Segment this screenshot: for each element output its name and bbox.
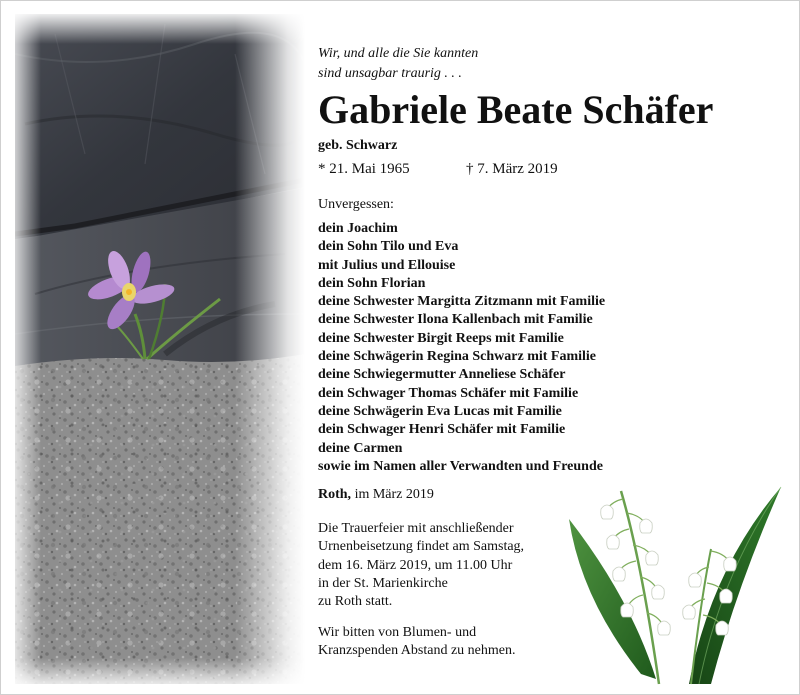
mourner-line: dein Sohn Tilo und Eva (318, 239, 459, 255)
request-line: Kranzspenden Abstand zu nehmen. (318, 643, 516, 659)
deceased-name: Gabriele Beate Schäfer (318, 87, 714, 132)
unvergessen-label: Unvergessen: (318, 197, 394, 212)
lily-of-the-valley-image (561, 479, 791, 689)
place-month: im März 2019 (351, 487, 434, 502)
birth-date: * 21. Mai 1965 (318, 161, 410, 177)
mourner-line: deine Schwester Ilona Kallenbach mit Familie (318, 312, 593, 328)
mourner-line: dein Joachim (318, 221, 398, 236)
mourner-line: deine Schwiegermutter Anneliese Schäfer (318, 367, 566, 383)
mourner-line: sowie im Namen aller Verwandten und Freunde (318, 458, 603, 474)
ceremony-info (318, 520, 568, 611)
intro-verse (318, 44, 618, 84)
birth-name: geb. Schwarz (318, 138, 398, 153)
death-date: † 7. März 2019 (466, 161, 558, 177)
donation-request (318, 624, 568, 661)
mourners-list (318, 220, 605, 476)
mourner-line: dein Schwager Henri Schäfer mit Familie (318, 422, 566, 438)
intro-line-1: Wir, und alle die Sie kannten (318, 46, 479, 61)
mourner-line: deine Schwägerin Regina Schwarz mit Familie (318, 349, 597, 365)
ceremony-line: dem 16. März 2019, um 11.00 Uhr (318, 557, 513, 573)
intro-line-2: sind unsagbar traurig . . . (318, 66, 462, 81)
mourner-line: deine Schwester Margitta Zitzmann mit Familie (318, 294, 606, 310)
mourner-line: deine Schwester Birgit Reeps mit Familie (318, 330, 564, 346)
ceremony-line: Die Trauerfeier mit anschließender (318, 521, 514, 536)
ceremony-line: in der St. Marienkirche (318, 575, 448, 591)
mourner-line: dein Schwager Thomas Schäfer mit Familie (318, 385, 579, 401)
mourner-line: mit Julius und Ellouise (318, 257, 456, 273)
place-date (318, 487, 434, 503)
mourner-line: dein Sohn Florian (318, 275, 426, 291)
mourner-line: deine Schwägerin Eva Lucas mit Familie (318, 403, 562, 419)
mourner-line: deine Carmen (318, 440, 403, 456)
ceremony-line: zu Roth statt. (318, 594, 393, 610)
place-town: Roth, (318, 487, 352, 502)
crocus-photo (15, 14, 305, 684)
request-line: Wir bitten von Blumen- und (318, 625, 477, 640)
ceremony-line: Urnenbeisetzung findet am Samstag, (318, 539, 525, 555)
